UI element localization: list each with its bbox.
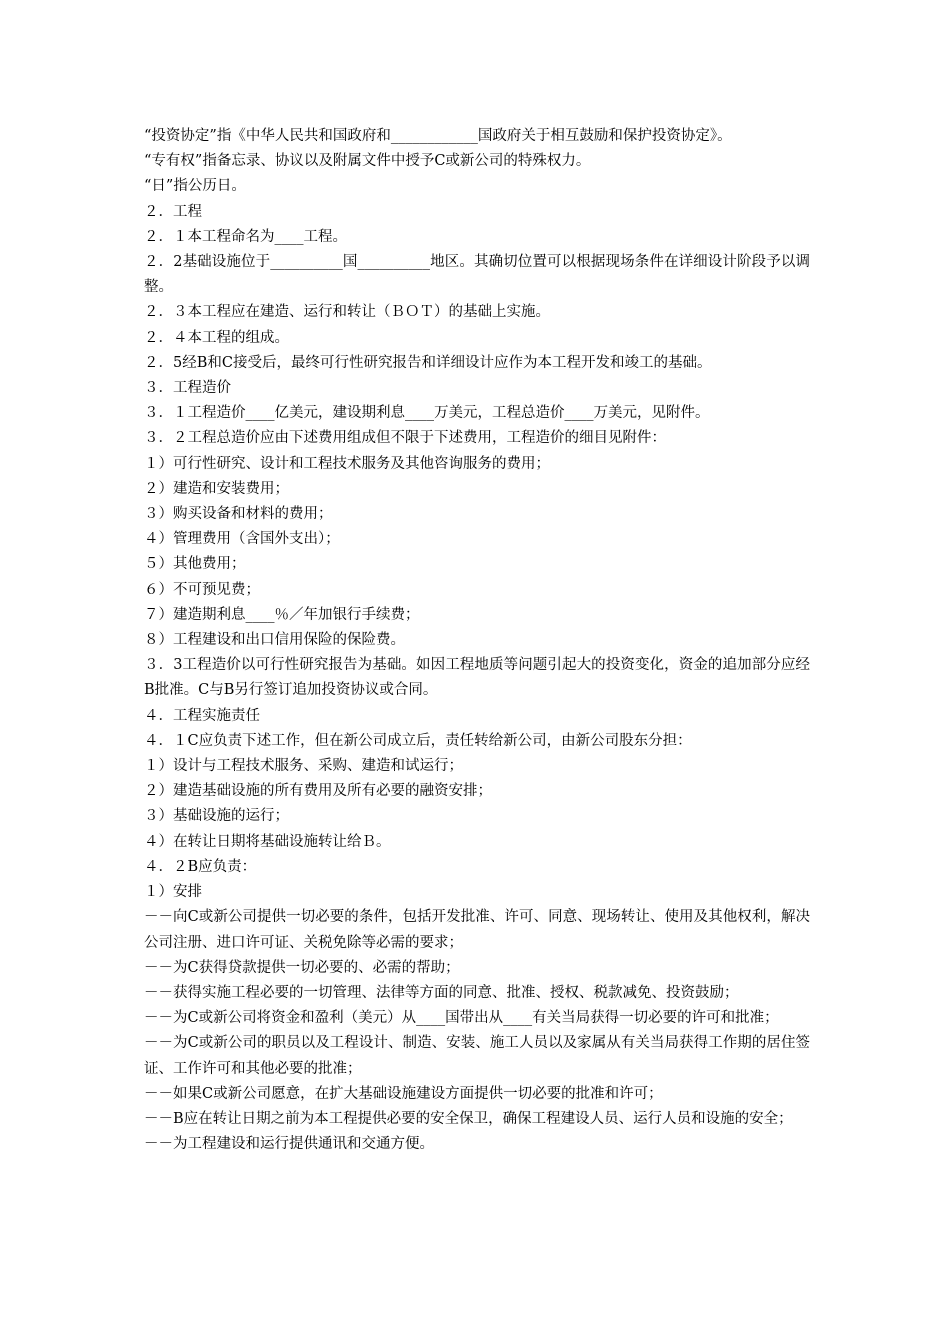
b-duty-dash-1: －－向C或新公司提供一切必要的条件，包括开发批准、许可、同意、现场转让、使用及其他权利，解决公司注册、进口许可证、关税免除等必需的要求；	[144, 909, 810, 951]
cost-item-4: ４）管理费用（含国外支出）；	[144, 531, 340, 548]
b-duty-dash-6: －－如果C或新公司愿意，在扩大基础设施建设方面提供一切必要的批准和许可；	[144, 1085, 663, 1102]
clause-4-2: ４．２B应负责：	[144, 858, 257, 875]
cost-item-3: ３）购买设备和材料的费用；	[144, 506, 333, 523]
clause-3-1: ３．１工程造价____亿美元，建设期利息____万美元，工程总造价____万美元，见附件。	[144, 405, 710, 422]
c-duty-item-1: １）设计与工程技术服务、采购、建造和试运行；	[144, 758, 463, 775]
cost-item-2: ２）建造和安装费用；	[144, 480, 289, 497]
definition-investment-agreement: “投资协定”指《中华人民共和国政府和____________国政府关于相互鼓励和保护投资协定》。	[144, 128, 732, 144]
b-duty-item-1: １）安排	[144, 884, 202, 901]
definition-exclusive-right: “专有权”指备忘录、协议以及附属文件中授予C或新公司的特殊权力。	[144, 153, 591, 170]
clause-3-2: ３．２工程总造价应由下述费用组成但不限于下述费用，工程造价的细目见附件：	[144, 430, 666, 447]
section-heading-project: ２．工程	[144, 203, 202, 220]
clause-4-1: ４．１C应负责下述工作，但在新公司成立后，责任转给新公司，由新公司股东分担：	[144, 732, 692, 749]
cost-item-8: ８）工程建设和出口信用保险的保险费。	[144, 632, 405, 649]
cost-item-7: ７）建造期利息____％／年加银行手续费；	[144, 606, 420, 623]
cost-item-5: ５）其他费用；	[144, 556, 246, 573]
clause-2-3: ２．３本工程应在建造、运行和转让（ＢＯＴ）的基础上实施。	[144, 304, 550, 321]
c-duty-item-4: ４）在转让日期将基础设施转让给Ｂ。	[144, 833, 391, 850]
clause-2-5: ２．5经B和C接受后，最终可行性研究报告和详细设计应作为本工程开发和竣工的基础。	[144, 354, 712, 371]
clause-2-2: ２．2基础设施位于__________国__________地区。其确切位置可以根据现场条件在详细设计阶段予以调整。	[144, 254, 810, 296]
b-duty-dash-7: －－B应在转让日期之前为本工程提供必要的安全保卫，确保工程建设人员、运行人员和设施的安全；	[144, 1110, 793, 1127]
b-duty-dash-2: －－为C获得贷款提供一切必要的、必需的帮助；	[144, 959, 460, 976]
clause-2-4: ２．４本工程的组成。	[144, 329, 289, 346]
c-duty-item-2: ２）建造基础设施的所有费用及所有必要的融资安排；	[144, 783, 492, 800]
section-heading-responsibility: ４．工程实施责任	[144, 707, 260, 724]
cost-item-6: ６）不可预见费；	[144, 581, 260, 598]
definition-day: “日”指公历日。	[144, 178, 246, 195]
clause-3-3: ３．3工程造价以可行性研究报告为基础。如因工程地质等问题引起大的投资变化，资金的追加部分应经B批准。C与B另行签订追加投资协议或合同。	[144, 657, 810, 699]
section-heading-cost: ３．工程造价	[144, 380, 231, 397]
b-duty-dash-5: －－为C或新公司的职员以及工程设计、制造、安装、施工人员以及家属从有关当局获得工作期的居住签证、工作许可和其他必要的批准；	[144, 1035, 810, 1077]
b-duty-dash-3: －－获得实施工程必要的一切管理、法律等方面的同意、批准、授权、税款减免、投资鼓励；	[144, 984, 739, 1001]
clause-2-1: ２．１本工程命名为____工程。	[144, 228, 347, 245]
c-duty-item-3: ３）基础设施的运行；	[144, 808, 289, 825]
document-body	[144, 124, 810, 1157]
cost-item-1: １）可行性研究、设计和工程技术服务及其他咨询服务的费用；	[144, 455, 550, 472]
b-duty-dash-8: －－为工程建设和运行提供通讯和交通方便。	[144, 1136, 434, 1153]
b-duty-dash-4: －－为C或新公司将资金和盈利（美元）从____国带出从____有关当局获得一切必要的许可和批准；	[144, 1010, 779, 1027]
